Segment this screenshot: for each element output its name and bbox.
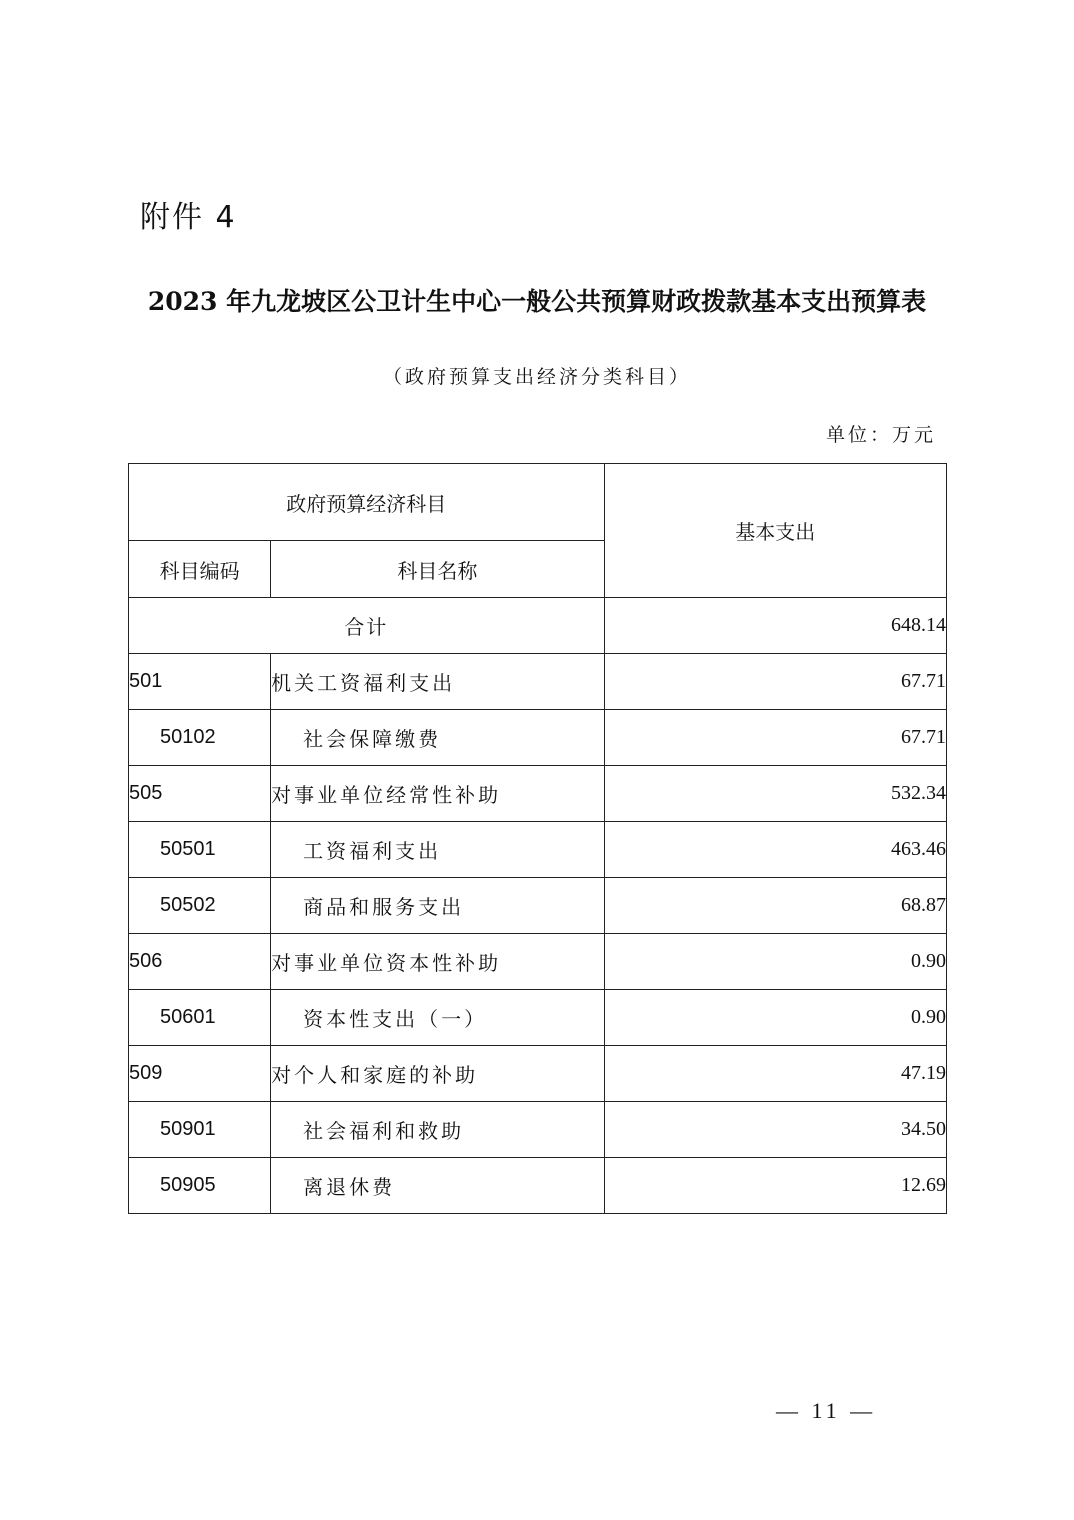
subject-amount: 47.19 bbox=[604, 1046, 946, 1102]
subject-amount: 34.50 bbox=[604, 1102, 946, 1158]
budget-table bbox=[128, 463, 947, 1214]
subject-code: 50501 bbox=[129, 822, 271, 878]
subject-code: 50102 bbox=[129, 710, 271, 766]
header-subject-code: 科目编码 bbox=[129, 541, 271, 598]
subject-code: 50502 bbox=[129, 878, 271, 934]
table-row bbox=[129, 822, 947, 878]
subject-amount: 0.90 bbox=[604, 934, 946, 990]
header-subject-name: 科目名称 bbox=[271, 541, 604, 598]
subject-name: 机关工资福利支出 bbox=[271, 654, 604, 710]
table-row bbox=[129, 766, 947, 822]
subject-name: 商品和服务支出 bbox=[271, 878, 604, 934]
subject-code: 506 bbox=[129, 934, 271, 990]
total-label: 合计 bbox=[129, 598, 605, 654]
attachment-label: 附件 4 bbox=[140, 200, 237, 235]
document-subtitle: （政府预算支出经济分类科目） bbox=[382, 366, 691, 388]
total-amount: 648.14 bbox=[604, 598, 946, 654]
table-row bbox=[129, 934, 947, 990]
subject-code: 509 bbox=[129, 1046, 271, 1102]
document-title: 2023 年九龙坡区公卫计生中心一般公共预算财政拨款基本支出预算表 bbox=[147, 287, 927, 316]
table-row bbox=[129, 1102, 947, 1158]
subject-name: 对事业单位经常性补助 bbox=[271, 766, 604, 822]
subject-code: 501 bbox=[129, 654, 271, 710]
total-row bbox=[129, 598, 947, 654]
subject-amount: 67.71 bbox=[604, 710, 946, 766]
subject-name: 对个人和家庭的补助 bbox=[271, 1046, 604, 1102]
subject-amount: 68.87 bbox=[604, 878, 946, 934]
table-row bbox=[129, 990, 947, 1046]
subject-code: 50601 bbox=[129, 990, 271, 1046]
subject-name: 社会福利和救助 bbox=[271, 1102, 604, 1158]
table-row bbox=[129, 1046, 947, 1102]
subject-name: 工资福利支出 bbox=[271, 822, 604, 878]
subject-amount: 12.69 bbox=[604, 1158, 946, 1214]
subject-name: 对事业单位资本性补助 bbox=[271, 934, 604, 990]
subject-amount: 463.46 bbox=[604, 822, 946, 878]
subject-code: 50901 bbox=[129, 1102, 271, 1158]
subject-code: 505 bbox=[129, 766, 271, 822]
subject-code: 50905 bbox=[129, 1158, 271, 1214]
subject-name: 离退休费 bbox=[271, 1158, 604, 1214]
unit-label: 单位：万元 bbox=[825, 424, 936, 446]
header-basic-expenditure: 基本支出 bbox=[604, 464, 946, 598]
table-row bbox=[129, 878, 947, 934]
table-row bbox=[129, 1158, 947, 1214]
page-number: — 11 — bbox=[776, 1398, 877, 1423]
subject-name: 资本性支出（一） bbox=[271, 990, 604, 1046]
subject-amount: 0.90 bbox=[604, 990, 946, 1046]
table-header-row bbox=[129, 464, 947, 541]
header-economic-subject: 政府预算经济科目 bbox=[129, 464, 605, 541]
table-row bbox=[129, 654, 947, 710]
subject-name: 社会保障缴费 bbox=[271, 710, 604, 766]
table-row bbox=[129, 710, 947, 766]
subject-amount: 67.71 bbox=[604, 654, 946, 710]
subject-amount: 532.34 bbox=[604, 766, 946, 822]
